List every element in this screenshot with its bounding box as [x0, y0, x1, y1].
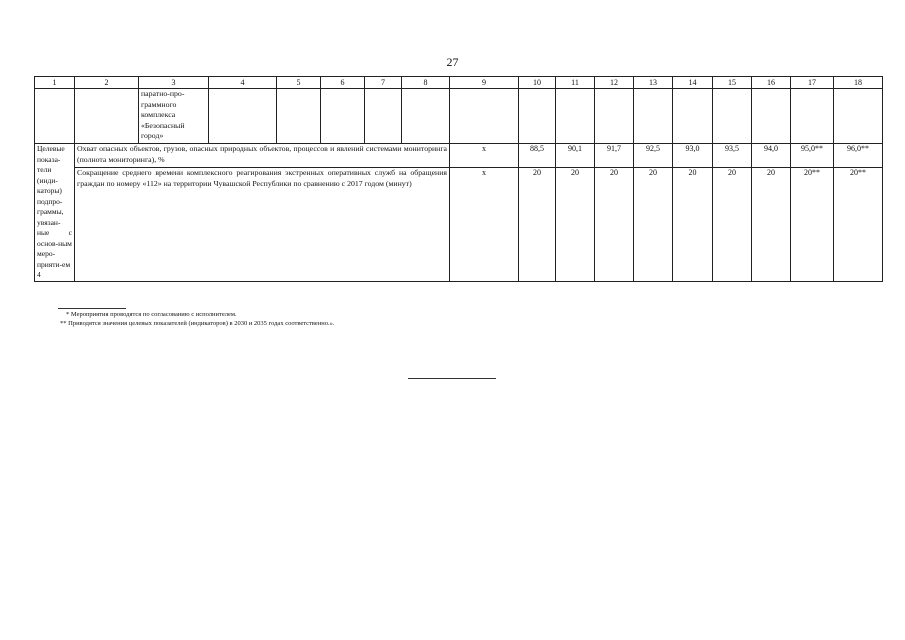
table-cell — [209, 89, 277, 144]
table-cell — [277, 89, 321, 144]
value-cell: 20 — [713, 168, 752, 281]
table-cell — [519, 89, 556, 144]
table-cell — [35, 89, 75, 144]
header-cell: 11 — [556, 77, 595, 89]
header-cell: 8 — [402, 77, 450, 89]
footnote-1: * Мероприятия проводятся по согласованию с исполнителем. — [66, 311, 237, 318]
header-cell: 16 — [752, 77, 791, 89]
table-cell — [713, 89, 752, 144]
indicators-table — [34, 76, 883, 282]
header-cell: 9 — [450, 77, 519, 89]
header-cell: 17 — [791, 77, 834, 89]
continuation-row — [35, 89, 883, 144]
value-cell: 92,5 — [634, 144, 673, 168]
header-cell: 3 — [139, 77, 209, 89]
value-cell: 91,7 — [595, 144, 634, 168]
header-cell: 4 — [209, 77, 277, 89]
value-cell: 94,0 — [752, 144, 791, 168]
header-cell: 1 — [35, 77, 75, 89]
value-cell: 93,5 — [713, 144, 752, 168]
table-cell — [402, 89, 450, 144]
continuation-text: паратно-про- граммного комплекса «Безопасный город» — [139, 89, 209, 144]
end-of-document-rule — [408, 378, 496, 379]
header-cell: 6 — [321, 77, 365, 89]
table-row — [35, 168, 883, 281]
table-cell — [834, 89, 883, 144]
table-header-row — [35, 77, 883, 89]
table-cell — [450, 89, 519, 144]
value-cell: 95,0** — [791, 144, 834, 168]
value-cell: 20 — [595, 168, 634, 281]
table-cell: х — [450, 168, 519, 281]
header-cell: 18 — [834, 77, 883, 89]
value-cell: 96,0** — [834, 144, 883, 168]
table-cell — [321, 89, 365, 144]
table-cell — [595, 89, 634, 144]
header-cell: 5 — [277, 77, 321, 89]
value-cell: 20** — [791, 168, 834, 281]
header-cell: 12 — [595, 77, 634, 89]
header-cell: 14 — [673, 77, 713, 89]
value-cell: 20 — [673, 168, 713, 281]
indicator-text: Охват опасных объектов, грузов, опасных природных объектов, процессов и явлений системами мониторинга (полнота мониторинга), % — [75, 144, 450, 168]
table-cell — [673, 89, 713, 144]
header-cell: 15 — [713, 77, 752, 89]
table-row — [35, 144, 883, 168]
value-cell: 90,1 — [556, 144, 595, 168]
table-cell — [634, 89, 673, 144]
footnote-separator — [58, 308, 126, 309]
value-cell: 20 — [634, 168, 673, 281]
table-cell — [791, 89, 834, 144]
header-cell: 10 — [519, 77, 556, 89]
table-cell — [365, 89, 402, 144]
value-cell: 20 — [519, 168, 556, 281]
value-cell: 20 — [752, 168, 791, 281]
table-cell — [75, 89, 139, 144]
header-cell: 2 — [75, 77, 139, 89]
header-cell: 7 — [365, 77, 402, 89]
indicator-text: Сокращение среднего времени комплексного реагирования экстренных оперативных служб на обращения граждан по номеру «112» на территории Чувашской Республики по сравнению с 2017 годом (минут) — [75, 168, 450, 281]
page-number: 27 — [446, 55, 459, 69]
value-cell: 20 — [556, 168, 595, 281]
value-cell: 20** — [834, 168, 883, 281]
table-cell — [752, 89, 791, 144]
table-cell — [556, 89, 595, 144]
table-cell: х — [450, 144, 519, 168]
header-cell: 13 — [634, 77, 673, 89]
section-label: Целевые показа-тели (инди-каторы) подпро-граммы, увязан-ные с основ-ным меро-прияти-ем 4 — [35, 144, 75, 282]
value-cell: 93,0 — [673, 144, 713, 168]
footnote-2: ** Приводятся значения целевых показателей (индикаторов) в 2030 и 2035 годах соответственно.». — [60, 320, 335, 327]
value-cell: 88,5 — [519, 144, 556, 168]
